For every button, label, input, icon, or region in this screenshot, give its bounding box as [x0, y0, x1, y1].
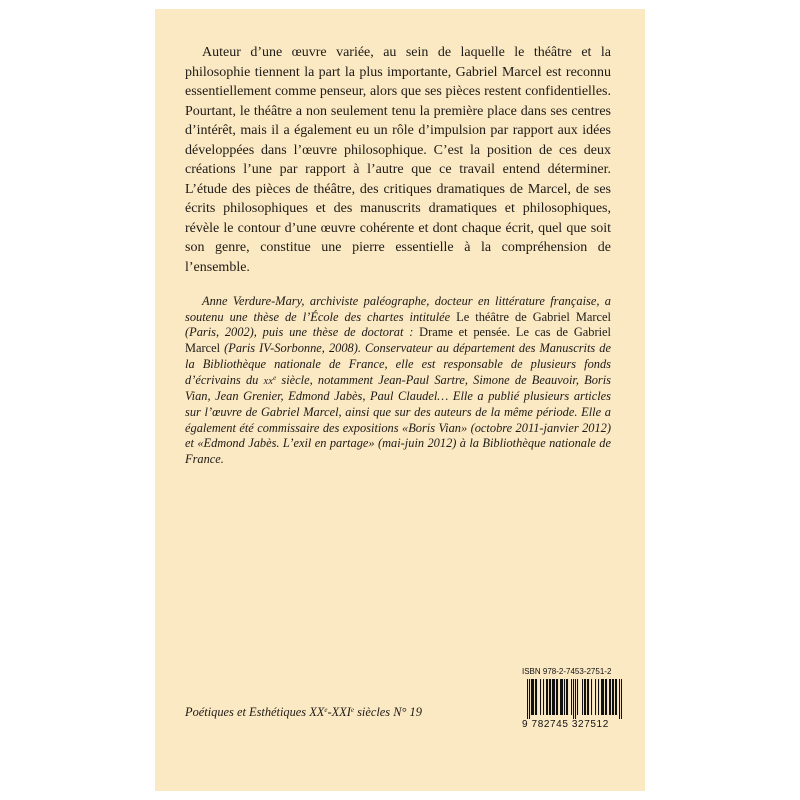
barcode-digits: 9 782745 327512 — [522, 719, 609, 730]
barcode-bar — [606, 679, 607, 715]
barcode-bar — [531, 679, 532, 715]
barcode-bar — [598, 679, 599, 715]
barcode-bar — [610, 679, 611, 715]
barcode-bar — [552, 679, 553, 715]
barcode-bar — [612, 679, 613, 715]
barcode-bar — [602, 679, 603, 715]
barcode-bar — [613, 679, 614, 715]
barcode-bar — [591, 679, 592, 715]
isbn-block — [522, 667, 622, 730]
barcode-bar — [562, 679, 563, 715]
barcode-bar — [567, 679, 568, 715]
barcode-bar — [556, 679, 557, 715]
barcode-bar — [535, 679, 536, 715]
barcode-bar — [584, 679, 585, 715]
collection-series — [185, 705, 422, 720]
barcode-bar — [543, 679, 544, 715]
barcode-bar — [549, 679, 550, 715]
bio-text-4: siècle, notamment Jean-Paul Sartre, Simone de Beauvoir, Boris Vian, Jean Grenier, Edmond Jabès, Paul Claudel… Elle a publié plusieurs articles sur l’œuvre de Gabriel Marcel, ainsi que sur des auteurs de la même période. Elle a également été commissaire des expositions «Boris Vian» (octobre 2011-janvier 2012) et «Edmond Jabès. L’exil en partage» (mai-juin 2012) à la Bibliothèque nationale de France. — [185, 372, 612, 467]
collection-post: siècles N° 19 — [353, 705, 422, 719]
barcode-bar — [603, 679, 604, 715]
barcode-bar — [557, 679, 558, 715]
barcode-bar — [540, 679, 541, 715]
barcode-bar — [619, 679, 620, 719]
isbn-label: ISBN 978-2-7453-2751-2 — [522, 667, 612, 676]
thesis-title-1: Le théâtre de Gabriel Marcel — [456, 309, 611, 324]
barcode-bar — [554, 679, 555, 715]
bio-text-2: (Paris, 2002), puis une thèse de doctorat : — [185, 325, 420, 340]
barcode-bar — [571, 679, 572, 715]
barcode-bar — [585, 679, 586, 715]
barcode-bar — [601, 679, 602, 715]
barcode-bar — [577, 679, 578, 715]
book-back-cover — [155, 9, 645, 791]
collection-sup-2: e — [350, 706, 354, 714]
barcode-bar — [553, 679, 554, 715]
book-summary: Auteur d’une œuvre variée, au sein de laquelle le théâtre et la philosophie tiennent la part la plus importante, Gabriel Marcel est reconnu essentiellement comme penseur, alors que ses pièces restent confidentielles. Pourtant, le théâtre a non seulement tenu la première place dans ses centres d’intérêt, mais il a également eu un rôle d’impulsion par rapport aux idées développées dans l’œuvre philosophique. C’est la position de ces deux créations l’une par rapport à l’autre que ce travail entend déterminer. L’étude des pièces de théâtre, des critiques dramatiques de Marcel, de ses écrits philosophiques et des manuscrits dramatiques et philosophiques, révèle le contour d’une œuvre cohérente et dont chaque écrit, quel que soit son genre, constitue une pierre essentielle à la compréhension de l’ensemble. — [185, 45, 611, 275]
barcode-bar — [546, 679, 547, 715]
barcode-bar — [536, 679, 537, 715]
barcode-bar — [575, 679, 576, 719]
century-roman: xx — [263, 375, 274, 387]
barcode-bar — [550, 679, 551, 715]
barcode-bar — [529, 679, 530, 719]
barcode-bar — [615, 679, 616, 715]
barcode-bar — [560, 679, 561, 715]
barcode-bar — [587, 679, 588, 715]
barcode-bar — [595, 679, 596, 715]
barcode-bar — [564, 679, 565, 715]
barcode-bar — [621, 679, 622, 719]
barcode-bar — [566, 679, 567, 715]
collection-mid: -XXI — [327, 705, 351, 719]
bio-text-1: Anne Verdure-Mary, archiviste paléographe, docteur en littérature française, a soutenu une thèse de l’École des chartes intitulée — [185, 294, 611, 324]
bio-text-3: (Paris IV-Sorbonne, 2008). Conservateur au département des Manuscrits de la Bibliothèque nationale de France, elle est responsable de plusieurs fonds d’écrivains du — [185, 341, 611, 387]
barcode-bar — [573, 679, 574, 719]
barcode-bar — [588, 679, 589, 715]
collection-pre: Poétiques et Esthétiques XX — [185, 705, 325, 719]
barcode-bar — [527, 679, 528, 719]
barcode-icon — [522, 679, 622, 719]
century-superscript: e — [273, 373, 277, 382]
barcode-bar — [605, 679, 606, 715]
barcode-bar — [609, 679, 610, 715]
barcode-bar — [582, 679, 583, 715]
barcode-bar — [532, 679, 533, 715]
barcode-bar — [533, 679, 534, 715]
barcode-bar — [616, 679, 617, 715]
collection-sup-1: e — [324, 706, 328, 714]
thesis-title-2: Drame et pensée. Le cas de Gabriel Marcel — [185, 325, 611, 356]
barcode-bar — [547, 679, 548, 715]
barcode-bar — [561, 679, 562, 715]
author-biography — [185, 294, 611, 468]
